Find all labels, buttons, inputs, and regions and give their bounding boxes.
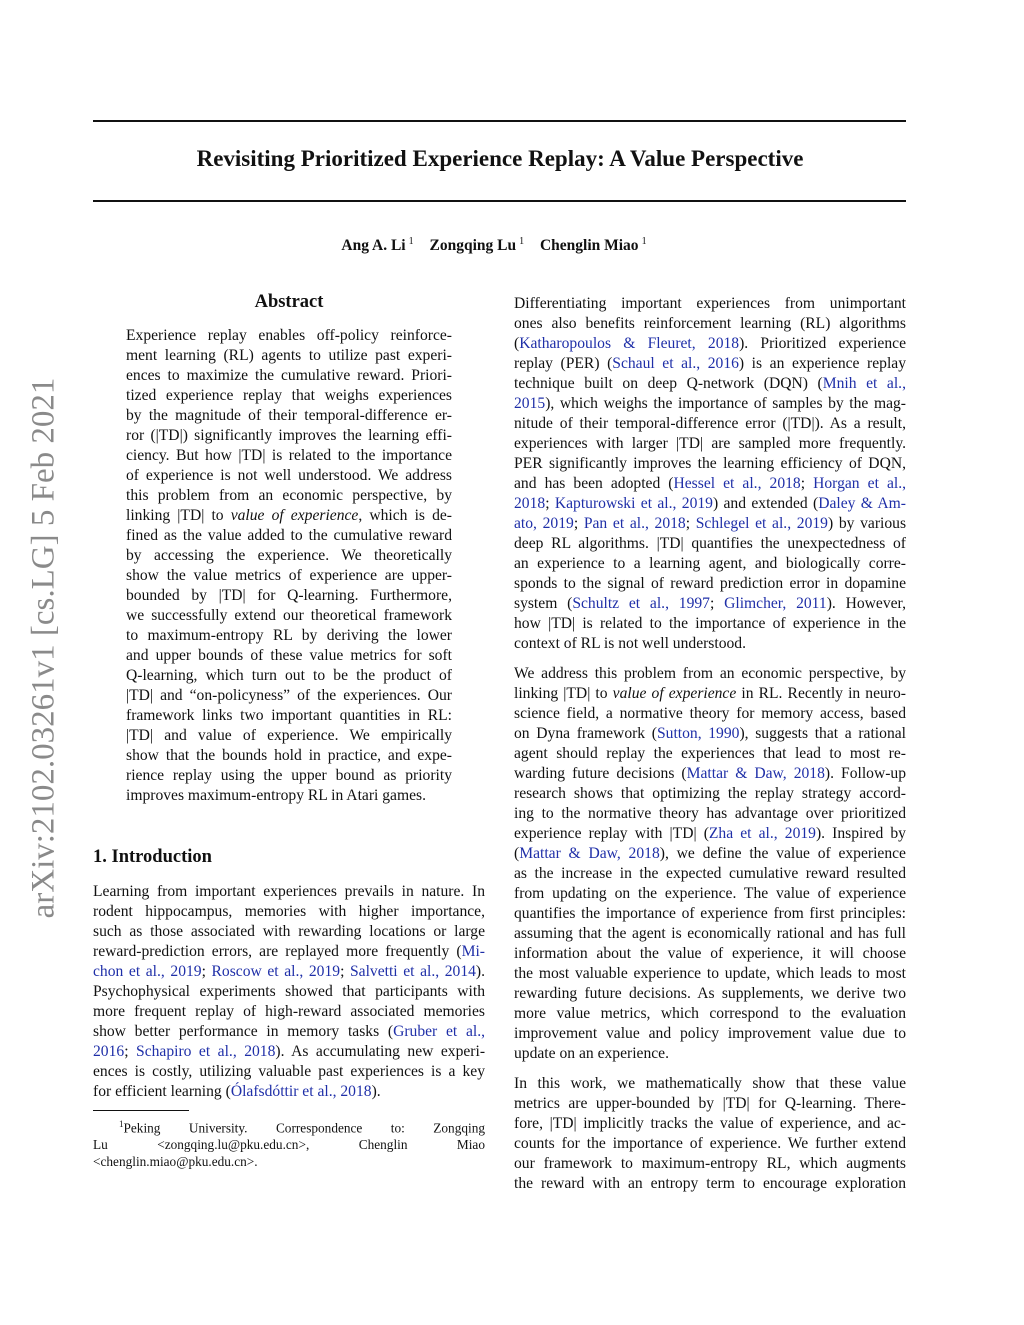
text-line: the reward with an entropy term to encourage exploration xyxy=(514,1175,906,1192)
text-segment: ; xyxy=(124,1043,137,1060)
text-line: assuming that the agent is economically rational and has full xyxy=(514,925,906,942)
intro-paragraph xyxy=(93,882,485,1102)
text-line xyxy=(514,374,906,394)
text-line: show the value metrics of experience are upper- xyxy=(126,567,452,584)
text-segment: ; xyxy=(709,595,725,612)
text-line xyxy=(93,1022,485,1042)
text-line: an experience to a learning agent, and biologically corre- xyxy=(514,555,906,572)
text-line xyxy=(514,684,906,704)
text-line: ment learning (RL) agents to utilize past experi- xyxy=(126,347,452,364)
text-line: more frequent replay of high-reward associated memories xyxy=(93,1003,485,1020)
text-line: bounded by |TD| for Q-learning. Furthermore, xyxy=(126,587,452,604)
right-paragraph-2 xyxy=(514,664,906,1064)
text-line: such as those associated with rewarding locations or large xyxy=(93,923,485,940)
text-line: from updating on the experience. The value of experience xyxy=(514,885,906,902)
right-paragraph-3 xyxy=(514,1074,906,1194)
text-segment: ). As accumulating new experi- xyxy=(275,1043,486,1060)
text-line: to maximum-entropy RL by deriving the lower xyxy=(126,627,452,644)
text-segment: ), suggests that a rational xyxy=(739,725,906,742)
citation-link[interactable]: Ólafsdóttir et al., 2018 xyxy=(230,1083,372,1100)
footnote-mark: 1 xyxy=(119,1119,124,1129)
text-line: research shows that optimizing the replay strategy accord- xyxy=(514,785,906,802)
citation-link[interactable]: Pan et al., 2018 xyxy=(583,515,686,532)
text-line: fined as the value added to the cumulative reward xyxy=(126,527,452,544)
text-line: improves maximum-entropy RL in Atari games. xyxy=(126,787,426,804)
text-line: experiences with larger |TD| are sampled more frequently. xyxy=(514,435,906,452)
text-segment: ) by various xyxy=(827,515,907,532)
footnote-rule xyxy=(93,1110,189,1111)
citation-link[interactable]: Mnih et al., xyxy=(822,375,906,392)
text-segment: ( xyxy=(514,335,520,352)
text-line: of experience is not well understood. We address xyxy=(126,467,452,484)
citation-link[interactable]: Daley & Am- xyxy=(818,495,906,512)
text-line: the most valuable experience to update, which leads to most xyxy=(514,965,906,982)
text-segment: linking |TD| to xyxy=(514,685,613,702)
paper-title: Revisiting Prioritized Experience Replay: A Value Perspective xyxy=(196,146,804,171)
footnote-line: Lu <zongqing.lu@pku.edu.cn>, Chenglin Miao xyxy=(93,1137,485,1153)
text-line: rience replay using the upper bound as priority xyxy=(126,767,452,784)
text-segment: ; xyxy=(800,475,814,492)
text-line xyxy=(93,1042,485,1062)
citation-link[interactable]: Salvetti et al., 2014 xyxy=(350,963,476,980)
text-line: counts for the importance of experience. We further extend xyxy=(514,1135,906,1152)
citation-link[interactable]: Schultz et al., 1997 xyxy=(572,595,710,612)
text-line: nitude of their temporal-difference error (|TD|). As a result, xyxy=(514,415,906,432)
text-line xyxy=(514,394,906,414)
text-segment: show better performance in memory tasks ( xyxy=(93,1023,394,1040)
text-line xyxy=(514,334,906,354)
text-segment: and has been adopted ( xyxy=(514,475,674,492)
arxiv-stamp: arXiv:2102.03261v1 [cs.LG] 5 Feb 2021 xyxy=(25,377,62,919)
text-segment: replay (PER) ( xyxy=(514,355,613,372)
text-line: tized experience replay that weighs experiences xyxy=(126,387,452,404)
text-line xyxy=(514,764,906,784)
text-line: rewarding future decisions. As supplements, we derive two xyxy=(514,985,906,1002)
title-bottom-rule xyxy=(93,200,906,202)
text-line xyxy=(514,724,906,744)
text-line: deep RL algorithms. |TD| quantifies the unexpectedness of xyxy=(514,535,906,552)
citation-link[interactable]: Glimcher, 2011 xyxy=(724,595,827,612)
text-line: quantifies the importance of experience from first principles: xyxy=(514,905,906,922)
text-line: we successfully extend our theoretical framework xyxy=(126,607,452,624)
text-segment: ), we define the value of experience xyxy=(659,845,906,862)
citation-link[interactable]: Schlegel et al., 2019 xyxy=(695,515,828,532)
text-segment: ) and extended ( xyxy=(712,495,819,512)
citation-link[interactable]: Schapiro et al., 2018 xyxy=(136,1043,276,1060)
text-line: |TD| and value of experience. We empirically xyxy=(126,727,452,744)
citation-link[interactable]: Roscow et al., 2019 xyxy=(211,963,341,980)
citation-link[interactable]: Mi- xyxy=(461,943,485,960)
citation-link[interactable]: Schaul et al., 2016 xyxy=(612,355,739,372)
text-line: metrics are upper-bounded by |TD| for Q-learning. There- xyxy=(514,1095,906,1112)
text-line xyxy=(514,474,906,494)
text-segment: , which is de- xyxy=(358,507,453,524)
text-line xyxy=(126,506,452,526)
text-segment: ; xyxy=(545,495,555,512)
text-line: Experience replay enables off-policy reinforce- xyxy=(126,327,452,344)
footnote-line: $^1$Peking University. Correspondence to: Zongqing xyxy=(119,1119,485,1136)
text-line: ences is costly, utilizing valuable past experiences is a key xyxy=(93,1063,485,1080)
abstract-heading: Abstract xyxy=(254,292,324,312)
citation-link[interactable]: Horgan et al., xyxy=(813,475,906,492)
text-line: information about the value of experience, it will choose xyxy=(514,945,906,962)
abstract-body xyxy=(126,326,452,806)
text-line: our framework to maximum-entropy RL, which augments xyxy=(514,1155,906,1172)
citation-link[interactable]: Zha et al., 2019 xyxy=(708,825,816,842)
text-segment: ). xyxy=(371,1083,381,1100)
text-segment: ), which weighs the importance of samples by the mag- xyxy=(545,395,906,412)
author-affiliation: 1 xyxy=(408,236,414,247)
text-segment: ). However, xyxy=(826,595,907,612)
text-line: agent should replay the experiences that lead to most re- xyxy=(514,745,906,762)
text-line: ones also benefits reinforcement learning (RL) algorithms xyxy=(514,315,906,332)
text-line: PER significantly improves the learning efficiency of DQN, xyxy=(514,455,906,472)
text-segment: linking |TD| to xyxy=(126,507,231,524)
text-segment: ). xyxy=(475,963,486,980)
text-line: Q-learning, which turn out to be the product of xyxy=(126,667,452,684)
text-segment: ; xyxy=(201,963,212,980)
text-line: by the magnitude of their temporal-difference er- xyxy=(126,407,452,424)
text-segment: warding future decisions ( xyxy=(514,765,687,782)
text-line: and upper bounds of these value metrics for soft xyxy=(126,647,452,664)
text-line xyxy=(514,844,906,864)
footnote xyxy=(93,1116,485,1170)
text-segment: on Dyna framework ( xyxy=(514,725,657,742)
section-heading-introduction: 1. Introduction xyxy=(93,847,212,867)
text-line: how |TD| is related to the importance of experience in the xyxy=(514,615,906,632)
text-segment: reward-prediction errors, are replayed more frequently ( xyxy=(93,943,462,960)
text-line: ror (|TD|) significantly improves the learning effi- xyxy=(126,427,452,444)
citation-link[interactable]: Katharopoulos & Fleuret, 2018 xyxy=(519,335,740,352)
text-line: by accessing the experience. We theoretically xyxy=(126,547,452,564)
text-line: more value metrics, which correspond to the evaluation xyxy=(514,1005,906,1022)
text-segment: in RL. Recently in neuro- xyxy=(736,685,906,702)
citation-link[interactable]: 2015 xyxy=(514,395,546,412)
author-name: Chenglin Miao xyxy=(539,237,639,255)
text-segment: system ( xyxy=(514,595,573,612)
citation-link[interactable]: 2018 xyxy=(514,495,546,512)
text-line: framework links two important quantities in RL: xyxy=(126,707,452,724)
text-line xyxy=(514,354,906,374)
author-affiliation: 1 xyxy=(519,236,525,247)
text-line: In this work, we mathematically show that these value xyxy=(514,1075,906,1092)
text-line: Learning from important experiences prevails in nature. In xyxy=(93,883,485,900)
citation-link[interactable]: Mattar & Daw, 2018 xyxy=(519,845,660,862)
text-segment: ). Inspired by xyxy=(815,825,906,842)
citation-link[interactable]: Mattar & Daw, 2018 xyxy=(686,765,825,782)
text-segment: experience replay with |TD| ( xyxy=(514,825,709,842)
text-segment: ( xyxy=(514,845,520,862)
text-segment: ). Follow-up xyxy=(824,765,906,782)
text-line: this problem from an economic perspective, by xyxy=(126,487,452,504)
text-line xyxy=(93,1082,485,1102)
text-line: ciency. But how |TD| is related to the importance xyxy=(126,447,452,464)
text-line: rodent hippocampus, memories with higher importance, xyxy=(93,903,485,920)
right-paragraph-1 xyxy=(514,294,906,654)
text-segment: technique built on deep Q-network (DQN) ( xyxy=(514,375,823,392)
text-line: Psychophysical experiments showed that participants with xyxy=(93,983,485,1000)
text-segment: ; xyxy=(573,515,584,532)
text-line: improvement value and policy improvement value due to xyxy=(514,1025,906,1042)
text-line: show that the bounds hold in practice, and expe- xyxy=(126,747,452,764)
text-line: science field, a normative theory for memory access, based xyxy=(514,705,906,722)
text-line xyxy=(514,824,906,844)
text-line xyxy=(93,962,485,982)
text-line: ences to maximize the cumulative reward. Priori- xyxy=(126,367,452,384)
text-line xyxy=(93,942,485,962)
author-name: Zongqing Lu xyxy=(429,237,517,255)
text-line: We address this problem from an economic perspective, by xyxy=(514,665,906,682)
text-line: |TD| and “on-policyness” of the experiences. Our xyxy=(126,687,452,704)
text-line xyxy=(514,514,906,534)
text-segment: ; xyxy=(685,515,696,532)
text-line: context of RL is not well understood. xyxy=(514,635,746,652)
footnote-line: <chenglin.miao@pku.edu.cn>. xyxy=(93,1154,258,1170)
citation-link[interactable]: ato, 2019 xyxy=(514,515,574,532)
citation-link[interactable]: Gruber et al., xyxy=(393,1023,486,1040)
text-line: sponds to the signal of reward prediction error in dopamine xyxy=(514,575,906,592)
citation-link[interactable]: Sutton, 1990 xyxy=(656,725,740,742)
text-segment: ; xyxy=(340,963,350,980)
text-segment: ). Prioritized experience xyxy=(739,335,906,352)
text-segment: ) is an experience replay xyxy=(738,355,906,372)
citation-link[interactable]: chon et al., 2019 xyxy=(93,963,202,980)
italic-text: value of experience xyxy=(230,507,359,524)
text-segment: for efficient learning ( xyxy=(93,1083,231,1100)
text-line: as the increase in the expected cumulative reward resulted xyxy=(514,865,906,882)
text-line: ing to the normative theory has advantage over prioritized xyxy=(514,805,906,822)
italic-text: value of experience xyxy=(612,685,737,702)
citation-link[interactable]: 2016 xyxy=(93,1043,125,1060)
text-line xyxy=(514,594,906,614)
author-name: Ang A. Li xyxy=(341,237,406,255)
text-line: fore, |TD| implicitly tracks the value of experience, and ac- xyxy=(514,1115,906,1132)
citation-link[interactable]: Kapturowski et al., 2019 xyxy=(554,495,713,512)
text-line xyxy=(514,494,906,514)
text-line: update on an experience. xyxy=(514,1045,669,1062)
citation-link[interactable]: Hessel et al., 2018 xyxy=(673,475,801,492)
text-line: Differentiating important experiences from unimportant xyxy=(514,295,906,312)
author-affiliation: 1 xyxy=(641,236,647,247)
author-list xyxy=(0,236,1000,255)
top-rule xyxy=(93,120,906,122)
